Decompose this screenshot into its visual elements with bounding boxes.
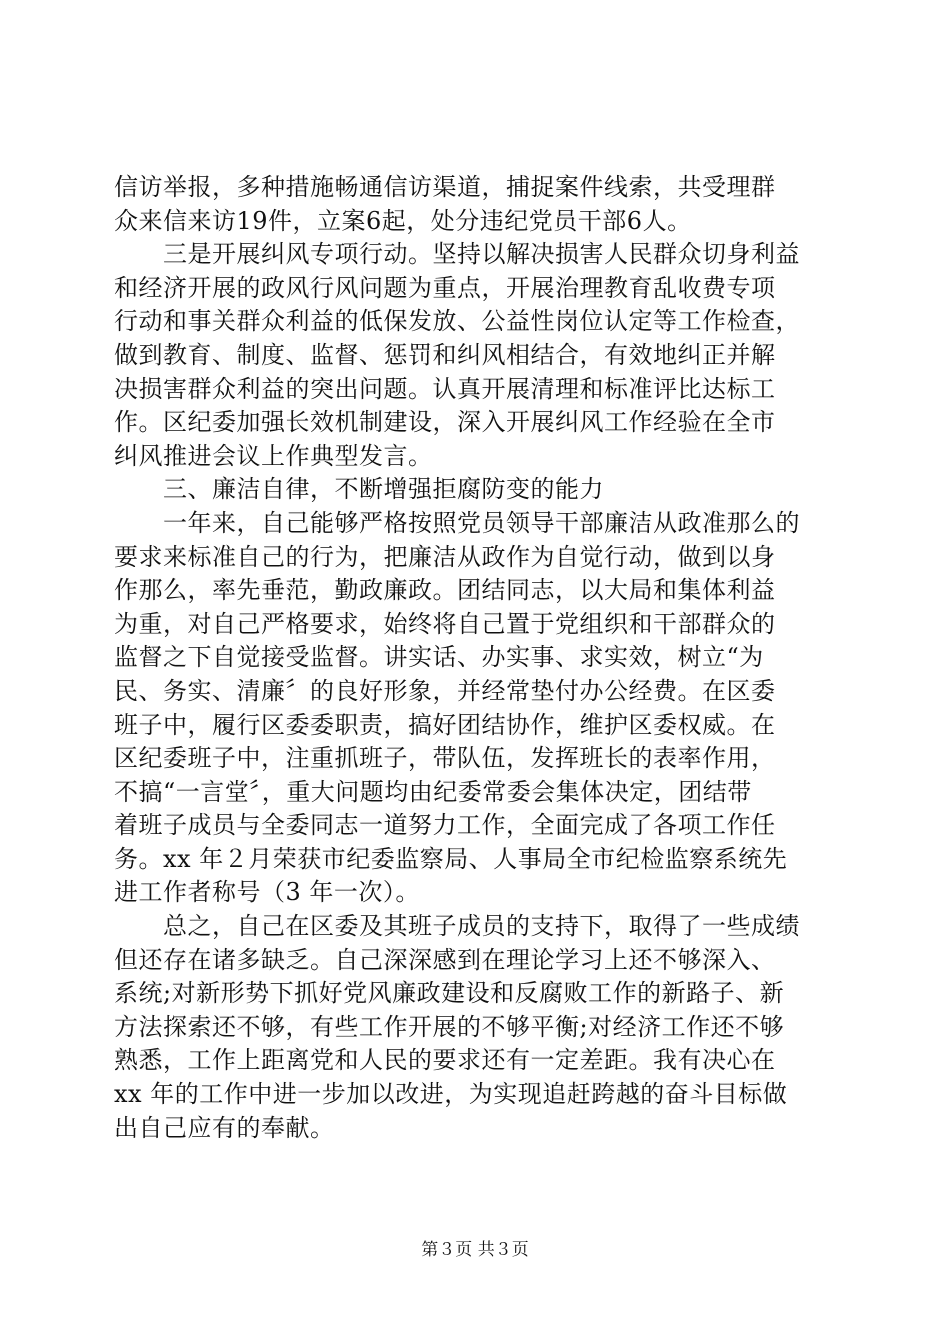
text-line: 和经济开展的政风行风问题为重点，开展治理教育乱收费专项 bbox=[114, 273, 776, 302]
text-line: 进工作者称号（3 年一次）。 bbox=[114, 878, 420, 907]
text-line: 着班子成员与全委同志一道努力工作，全面完成了各项工作任 bbox=[114, 811, 776, 840]
paragraph-start-line: 一年来，自己能够严格按照党员领导干部廉洁从政准那么的 bbox=[114, 508, 800, 537]
text-line: 纠风推进会议上作典型发言。 bbox=[114, 441, 433, 470]
text-line: 出自己应有的奉献。 bbox=[114, 1113, 335, 1142]
paragraph-start-line: 总之，自己在区委及其班子成员的支持下，取得了一些成绩 bbox=[114, 912, 800, 941]
page-number-footer: 第３页 共３页 bbox=[421, 1240, 529, 1260]
text-line: 众来信来访19件，立案6起，处分违纪党员干部6人。 bbox=[114, 206, 692, 235]
text-line: 方法探索还不够，有些工作开展的不够平衡;对经济工作还不够 bbox=[114, 1012, 785, 1041]
text-line: 系统;对新形势下抓好党风廉政建设和反腐败工作的新路子、新 bbox=[114, 979, 785, 1008]
paragraph-start-line: 三是开展纠风专项行动。坚持以解决损害人民群众切身利益 bbox=[114, 240, 800, 269]
text-line: 班子中，履行区委委职责，搞好团结协作，维护区委权威。在 bbox=[114, 710, 776, 739]
text-line: 行动和事关群众利益的低保发放、公益性岗位认定等工作检查， bbox=[114, 307, 800, 336]
section-heading: 三、廉洁自律，不断增强拒腐防变的能力 bbox=[114, 475, 604, 504]
text-line: 务。xx 年２月荣获市纪委监察局、人事局全市纪检监察系统先 bbox=[114, 844, 788, 873]
text-line: 做到教育、制度、监督、惩罚和纠风相结合，有效地纠正并解 bbox=[114, 340, 776, 369]
document-body bbox=[114, 171, 844, 1145]
text-line: 为重，对自己严格要求，始终将自己置于党组织和干部群众的 bbox=[114, 609, 776, 638]
text-line: 不搞“一言堂〞，重大问题均由纪委常委会集体决定，团结带 bbox=[114, 777, 752, 806]
text-line: 作那么，率先垂范，勤政廉政。团结同志，以大局和集体利益 bbox=[114, 576, 776, 605]
text-line: 民、务实、清廉〞的良好形象，并经常垫付办公经费。在区委 bbox=[114, 676, 776, 705]
text-line: 熟悉，工作上距离党和人民的要求还有一定差距。我有决心在 bbox=[114, 1046, 776, 1075]
text-line: 作。区纪委加强长效机制建设，深入开展纠风工作经验在全市 bbox=[114, 408, 776, 437]
text-line: 信访举报，多种措施畅通信访渠道，捕捉案件线索，共受理群 bbox=[114, 173, 776, 201]
text-line: xx 年的工作中进一步加以改进，为实现追赶跨越的奋斗目标做 bbox=[114, 1080, 788, 1109]
text-line: 决损害群众利益的突出问题。认真开展清理和标准评比达标工 bbox=[114, 374, 776, 403]
text-line: 监督之下自觉接受监督。讲实话、办实事、求实效，树立“为 bbox=[114, 643, 764, 672]
text-line: 区纪委班子中，注重抓班子，带队伍，发挥班长的表率作用， bbox=[114, 744, 776, 773]
text-line: 但还存在诸多缺乏。自己深深感到在理论学习上还不够深入、 bbox=[114, 945, 776, 974]
text-line: 要求来标准自己的行为，把廉洁从政作为自觉行动，做到以身 bbox=[114, 542, 776, 571]
